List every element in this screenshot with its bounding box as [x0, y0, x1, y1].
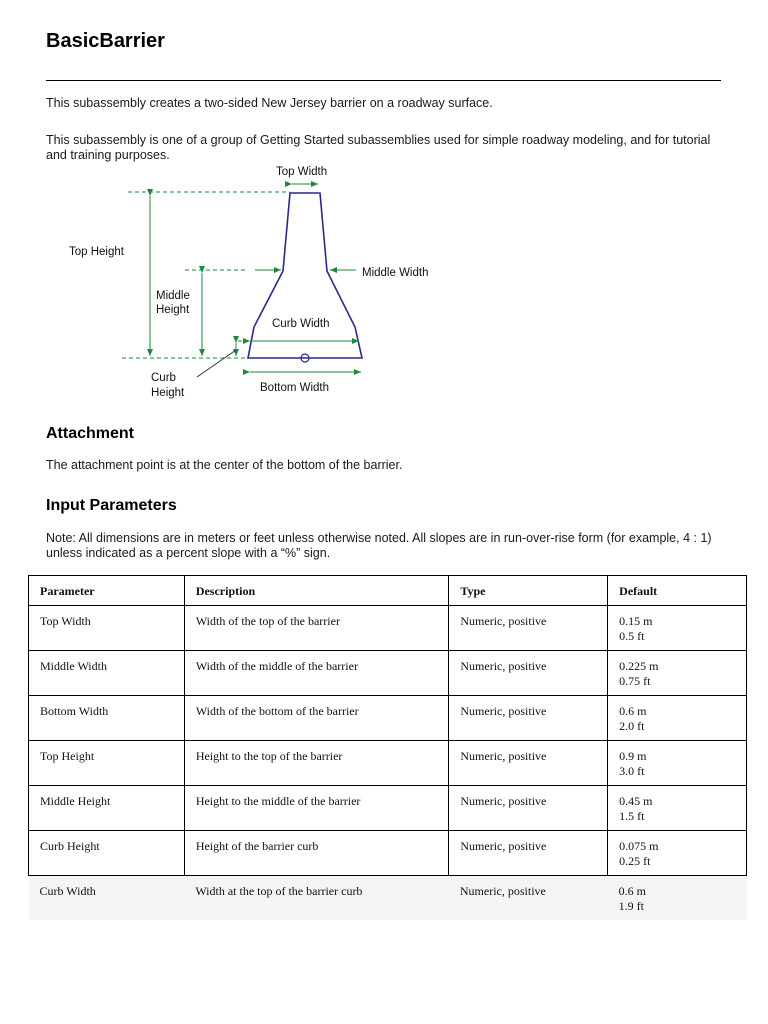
- cell-default: [608, 876, 747, 921]
- cell-default: [608, 741, 747, 786]
- cell-description: Height of the barrier curb: [184, 831, 449, 876]
- label-bottom-width: Bottom Width: [260, 382, 330, 394]
- cell-default: [608, 606, 747, 651]
- table-header-row: [29, 576, 747, 606]
- cell-parameter: Curb Height: [29, 831, 185, 876]
- cell-description: Width at the top of the barrier curb: [184, 876, 449, 921]
- default-imperial: 1.9 ft: [618, 899, 644, 913]
- header-type: Type: [449, 576, 608, 606]
- cell-type: Numeric, positive: [449, 831, 608, 876]
- cell-default: [608, 696, 747, 741]
- label-curb-width: Curb Width: [272, 318, 330, 330]
- default-metric: 0.45 m: [619, 794, 653, 808]
- cell-type: Numeric, positive: [449, 651, 608, 696]
- default-metric: 0.9 m: [619, 749, 647, 763]
- cell-type: Numeric, positive: [449, 876, 608, 921]
- cell-description: Width of the middle of the barrier: [184, 651, 449, 696]
- title-divider: [46, 80, 721, 81]
- label-curb-height-line2: Height: [151, 387, 185, 399]
- cell-description: Height to the middle of the barrier: [184, 786, 449, 831]
- default-imperial: 3.0 ft: [619, 764, 645, 778]
- cell-parameter: Middle Height: [29, 786, 185, 831]
- cell-parameter: Top Height: [29, 741, 185, 786]
- label-top-height: Top Height: [69, 246, 124, 258]
- table-row: [29, 741, 747, 786]
- intro-paragraph-2: This subassembly is one of a group of Getting Started subassemblies used for simple roadway modeling, and for tutorial and training purposes.: [46, 133, 711, 162]
- label-middle-width: Middle Width: [362, 267, 429, 279]
- cell-default: [608, 786, 747, 831]
- cell-parameter: Curb Width: [29, 876, 185, 921]
- label-middle-height-line1: Middle: [156, 290, 190, 302]
- input-parameters-note: Note: All dimensions are in meters or feet unless otherwise noted. All slopes are in run-over-rise form (for example, 4 : 1) unless indicated as a percent slope with a “%” sign.: [46, 531, 712, 560]
- default-imperial: 0.75 ft: [619, 674, 651, 688]
- default-metric: 0.075 m: [619, 839, 659, 853]
- cell-default: [608, 831, 747, 876]
- input-parameters-heading: Input Parameters: [46, 497, 177, 514]
- cell-parameter: Middle Width: [29, 651, 185, 696]
- default-metric: 0.6 m: [619, 704, 647, 718]
- barrier-outline: [248, 193, 362, 358]
- cell-type: Numeric, positive: [449, 786, 608, 831]
- table-row: [29, 786, 747, 831]
- extension-lines: [122, 192, 290, 358]
- parameters-table: [28, 575, 747, 920]
- header-default: Default: [608, 576, 747, 606]
- header-description: Description: [184, 576, 449, 606]
- default-imperial: 1.5 ft: [619, 809, 645, 823]
- table-row: [29, 696, 747, 741]
- default-metric: 0.15 m: [619, 614, 653, 628]
- table-row: [29, 831, 747, 876]
- cell-type: Numeric, positive: [449, 741, 608, 786]
- intro-paragraph-1: This subassembly creates a two-sided New Jersey barrier on a roadway surface.: [46, 96, 493, 110]
- page-title: BasicBarrier: [46, 30, 165, 52]
- cell-parameter: Bottom Width: [29, 696, 185, 741]
- header-parameter: Parameter: [29, 576, 185, 606]
- cell-type: Numeric, positive: [449, 606, 608, 651]
- cell-description: Width of the bottom of the barrier: [184, 696, 449, 741]
- label-top-width: Top Width: [276, 166, 328, 178]
- default-imperial: 0.25 ft: [619, 854, 651, 868]
- table-row: [29, 651, 747, 696]
- default-imperial: 2.0 ft: [619, 719, 645, 733]
- attachment-heading: Attachment: [46, 425, 135, 442]
- default-imperial: 0.5 ft: [619, 629, 645, 643]
- label-middle-height-line2: Height: [156, 304, 190, 316]
- cell-parameter: Top Width: [29, 606, 185, 651]
- attachment-text: The attachment point is at the center of the bottom of the barrier.: [46, 458, 403, 472]
- default-metric: 0.6 m: [618, 884, 646, 898]
- cell-description: Height to the top of the barrier: [184, 741, 449, 786]
- barrier-diagram: [50, 160, 470, 405]
- table-row: [29, 876, 747, 921]
- default-metric: 0.225 m: [619, 659, 659, 673]
- cell-type: Numeric, positive: [449, 696, 608, 741]
- label-curb-height-line1: Curb: [151, 372, 176, 384]
- cell-default: [608, 651, 747, 696]
- curb-height-leader: [197, 350, 236, 377]
- table-row: [29, 606, 747, 651]
- cell-description: Width of the top of the barrier: [184, 606, 449, 651]
